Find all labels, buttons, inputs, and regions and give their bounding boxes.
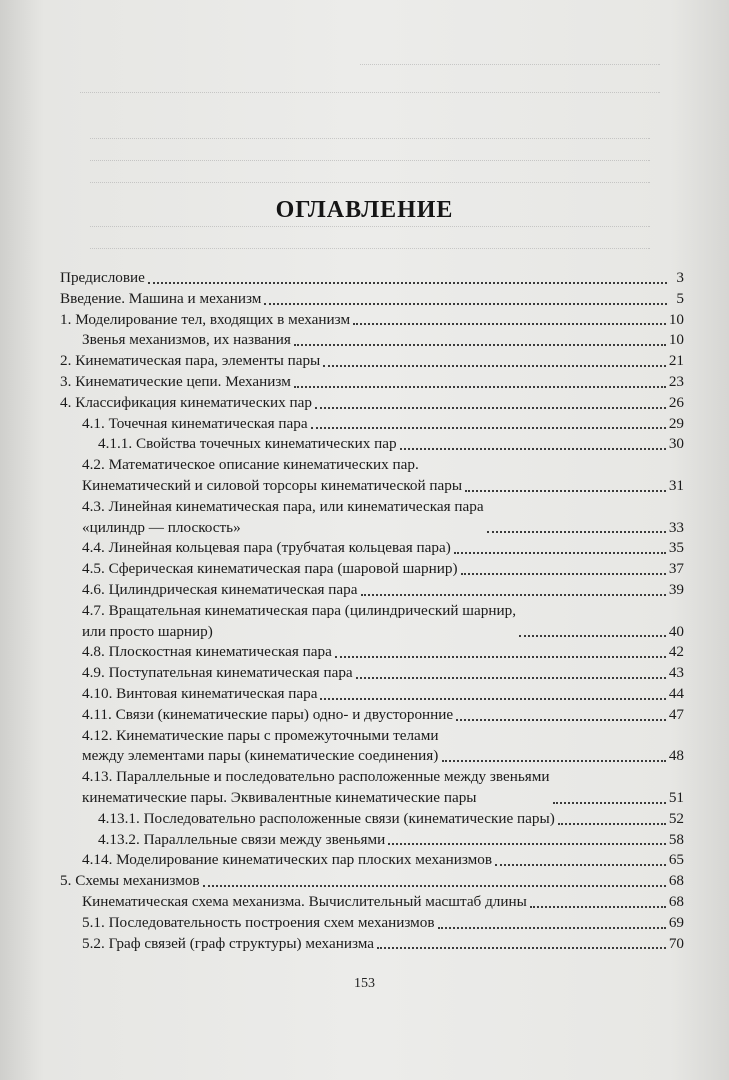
toc-entry: [60, 434, 684, 455]
toc-entry-page: 65: [668, 851, 684, 869]
dot-leader: [294, 344, 666, 346]
toc-entry-page: 39: [668, 580, 684, 598]
toc-entry: [60, 414, 684, 435]
toc-entry-page: 33: [668, 518, 684, 536]
toc-entry: [60, 663, 684, 684]
dot-leader: [461, 573, 666, 575]
toc-entry-title: 4.8. Плоскостная кинематическая пара: [82, 643, 332, 661]
toc-entry-page: 68: [668, 892, 684, 910]
toc-entry: [60, 393, 684, 414]
dot-leader: [400, 448, 666, 450]
dot-leader: [487, 531, 666, 533]
toc-entry-title: 4.5. Сферическая кинематическая пара (шаровой шарнир): [82, 560, 458, 578]
toc-entry-title: 4.9. Поступательная кинематическая пара: [82, 664, 353, 682]
toc-entry-page: 47: [668, 705, 684, 723]
toc-entry: [60, 934, 684, 955]
toc-entry: [60, 809, 684, 830]
toc-entry-page: 30: [668, 435, 684, 453]
toc-entry-page: 44: [668, 684, 684, 702]
dot-leader: [438, 927, 666, 929]
toc-entry-page: 23: [668, 372, 684, 390]
toc-entry-page: 10: [668, 310, 684, 328]
dot-leader: [353, 323, 666, 325]
dot-leader: [454, 552, 666, 554]
dot-leader: [456, 719, 666, 721]
dot-leader: [203, 885, 666, 887]
toc-entry-title: Кинематическая схема механизма. Вычислительный масштаб длины: [82, 892, 527, 910]
dot-leader: [311, 427, 666, 429]
toc-entry: [60, 871, 684, 892]
toc-entry-page: 43: [668, 664, 684, 682]
toc-entry: [60, 559, 684, 580]
toc-entry: [60, 310, 684, 331]
toc-entry-title: Введение. Машина и механизм: [60, 289, 262, 307]
dot-leader: [558, 823, 666, 825]
dot-leader: [553, 802, 666, 804]
toc-entry-title: 5.1. Последовательность построения схем механизмов: [82, 913, 435, 931]
dot-leader: [323, 365, 666, 367]
toc-entry-title: 5. Схемы механизмов: [60, 872, 200, 890]
toc-entry-title: 1. Моделирование тел, входящих в механизм: [60, 310, 351, 328]
dot-leader: [530, 906, 666, 908]
toc-entry-title: 4.7. Вращательная кинематическая пара (цилиндрический шарнир, или просто шарнир): [82, 601, 516, 640]
table-of-contents: [60, 268, 684, 954]
toc-entry-title: 4.2. Математическое описание кинематических пар. Кинематический и силовой торсоры кинематической пары: [82, 456, 463, 494]
toc-entry-title: 3. Кинематические цепи. Механизм: [60, 372, 291, 390]
toc-entry-title: 4.14. Моделирование кинематических пар плоских механизмов: [82, 851, 492, 869]
toc-entry: [60, 830, 684, 851]
dot-leader: [294, 386, 666, 388]
toc-entry-title: 4.11. Связи (кинематические пары) одно- и двусторонние: [82, 705, 454, 723]
toc-entry-page: 35: [668, 539, 684, 557]
toc-entry-page: 69: [668, 913, 684, 931]
dot-leader: [465, 490, 666, 492]
dot-leader: [361, 594, 666, 596]
toc-entry-page: 58: [668, 830, 684, 848]
dot-leader: [264, 303, 667, 305]
toc-entry-page: 70: [668, 934, 684, 952]
toc-entry-page: 10: [668, 331, 684, 349]
toc-entry-title: 4.4. Линейная кольцевая пара (трубчатая кольцевая пара): [82, 539, 451, 557]
toc-entry-title: 2. Кинематическая пара, элементы пары: [60, 352, 321, 370]
toc-entry: [60, 767, 684, 809]
toc-entry-title: 4.10. Винтовая кинематическая пара: [82, 684, 318, 702]
toc-entry-page: 40: [668, 622, 684, 640]
toc-entry: [60, 705, 684, 726]
toc-entry: [60, 580, 684, 601]
toc-entry-title: 5.2. Граф связей (граф структуры) механизма: [82, 934, 374, 952]
toc-entry: [60, 913, 684, 934]
toc-entry-title: Предисловие: [60, 269, 145, 286]
toc-title: ОГЛАВЛЕНИЕ: [275, 197, 454, 223]
toc-entry-title: 4.6. Цилиндрическая кинематическая пара: [82, 580, 358, 598]
toc-entry: [60, 850, 684, 871]
dot-leader: [442, 760, 666, 762]
dot-leader: [388, 843, 666, 845]
toc-entry-title: Звенья механизмов, их названия: [82, 331, 291, 349]
toc-entry-page: 29: [668, 414, 684, 432]
toc-entry-page: 5: [676, 289, 684, 307]
dot-leader: [356, 677, 666, 679]
toc-entry-title: 4.1. Точечная кинематическая пара: [82, 414, 308, 432]
dot-leader: [377, 947, 666, 949]
toc-entry: [60, 601, 684, 643]
page-number: 153: [354, 976, 375, 991]
toc-entry-page: 51: [668, 788, 684, 806]
toc-entry-title: 4. Классификация кинематических пар: [60, 393, 312, 411]
toc-entry: [60, 268, 684, 289]
toc-entry: [60, 538, 684, 559]
toc-entry: [60, 642, 684, 663]
dot-leader: [320, 698, 665, 700]
toc-entry-title: 4.13.1. Последовательно расположенные связи (кинематические пары): [98, 809, 555, 827]
toc-entry-page: 52: [668, 809, 684, 827]
toc-entry-page: 68: [668, 872, 684, 890]
toc-entry: [60, 684, 684, 705]
toc-entry: [60, 497, 684, 539]
toc-entry-page: 26: [668, 393, 684, 411]
toc-entry-title: 4.1.1. Свойства точечных кинематических пар: [98, 435, 397, 453]
toc-entry-page: 21: [668, 352, 684, 370]
dot-leader: [495, 864, 666, 866]
toc-entry-title: 4.12. Кинематические пары с промежуточными телами между элементами пары (кинематические соединения): [82, 726, 439, 765]
toc-entry-title: 4.13. Параллельные и последовательно расположенные между звеньями кинематические пары. Эквивалентные кинематические пары: [82, 768, 550, 806]
toc-entry-title: 4.13.2. Параллельные связи между звеньями: [98, 830, 386, 848]
dot-leader: [148, 282, 667, 284]
toc-entry-page: 3: [676, 269, 684, 286]
toc-entry: [60, 351, 684, 372]
toc-entry-page: 42: [668, 643, 684, 661]
toc-entry-page: 48: [668, 747, 684, 765]
dot-leader: [519, 635, 666, 637]
toc-entry: [60, 372, 684, 393]
toc-entry: [60, 455, 684, 497]
toc-entry-title: 4.3. Линейная кинематическая пара, или кинематическая пара «цилиндр — плоскость»: [82, 497, 484, 536]
dot-leader: [335, 656, 666, 658]
toc-entry: [60, 330, 684, 351]
toc-entry-page: 31: [668, 476, 684, 494]
toc-entry: [60, 726, 684, 768]
dot-leader: [315, 407, 666, 409]
toc-entry-page: 37: [668, 560, 684, 578]
toc-entry: [60, 289, 684, 310]
toc-entry: [60, 892, 684, 913]
